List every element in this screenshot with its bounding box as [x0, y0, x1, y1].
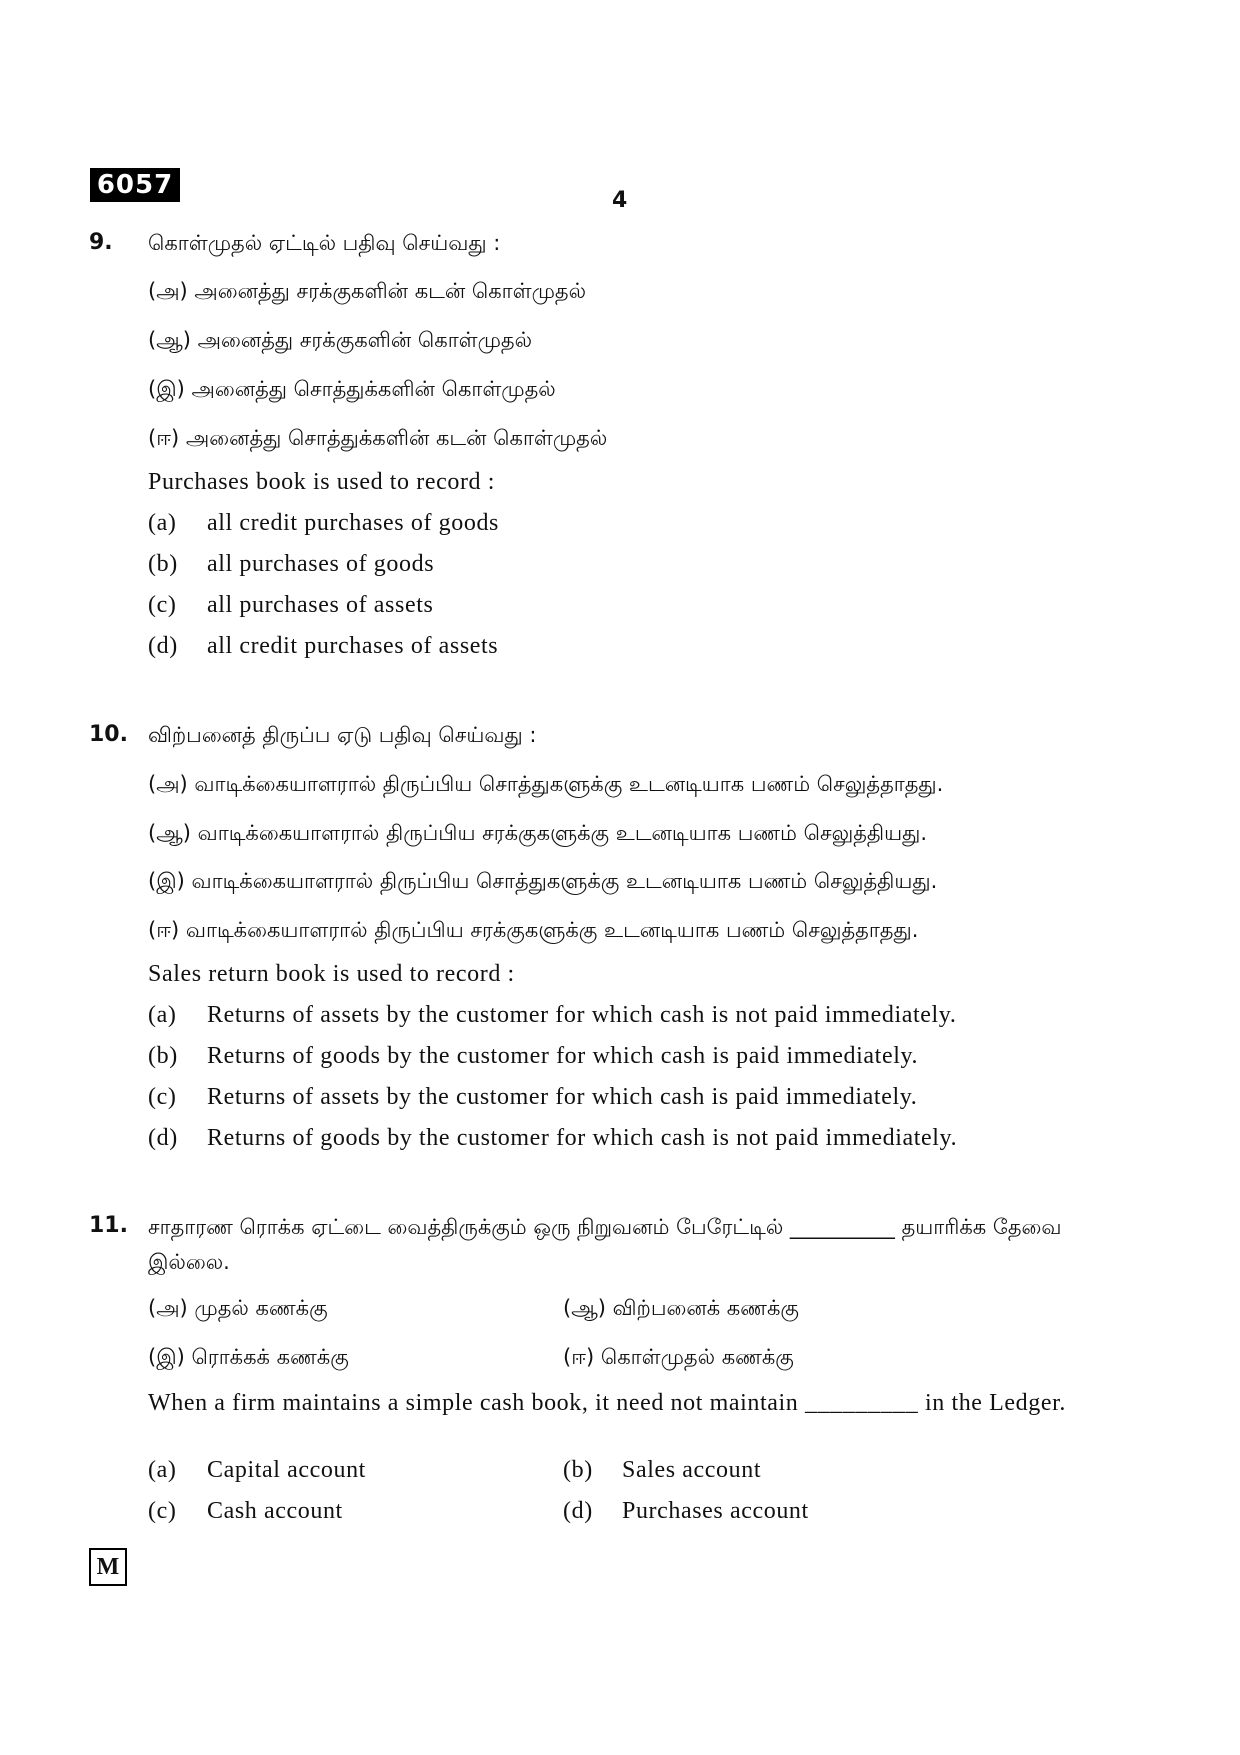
option-label: (d) — [148, 1125, 178, 1151]
option-label: (ஆ) — [563, 1296, 606, 1320]
question-9-tamil-option — [148, 279, 586, 306]
option-label: (b) — [563, 1457, 593, 1483]
option-label: (ஈ) — [148, 918, 180, 942]
option-text: Returns of goods by the customer for which cash is paid immediately. — [207, 1043, 919, 1069]
option-text: all credit purchases of goods — [207, 510, 499, 536]
question-11-number: 11. — [89, 1213, 128, 1238]
question-11-tamil-option — [563, 1345, 794, 1372]
option-label: (ஆ) — [148, 328, 191, 352]
question-11-tamil-stem: சாதாரண ரொக்க ஏட்டை வைத்திருக்கும் ஒரு நிறுவனம் பேரேட்டில் __________ தயாரிக்க தேவை இல்லை. — [148, 1215, 1062, 1274]
footer-m-marker: M — [89, 1548, 127, 1586]
option-text: Capital account — [207, 1457, 366, 1483]
option-label: (b) — [148, 551, 178, 577]
option-label: (c) — [148, 592, 177, 618]
question-10-tamil-option — [148, 918, 918, 945]
option-text: அனைத்து சரக்குகளின் கடன் கொள்முதல் — [194, 279, 587, 303]
option-text: விற்பனைக் கணக்கு — [612, 1296, 799, 1320]
question-10-tamil-option — [148, 869, 937, 896]
option-label: (a) — [148, 1457, 177, 1483]
option-label: (அ) — [148, 1296, 188, 1320]
option-text: Returns of assets by the customer for which cash is not paid immediately. — [207, 1002, 957, 1028]
option-text: Sales account — [622, 1457, 762, 1483]
option-label: (ஈ) — [563, 1345, 595, 1369]
option-label: (c) — [148, 1084, 177, 1110]
option-label: (அ) — [148, 279, 188, 303]
option-text: ரொக்கக் கணக்கு — [191, 1345, 349, 1369]
question-11-tamil-option — [148, 1296, 328, 1323]
option-label: (ஈ) — [148, 426, 180, 450]
option-text: கொள்முதல் கணக்கு — [600, 1345, 794, 1369]
question-11-english-stem: When a firm maintains a simple cash book, it need not maintain _________ in the Ledger. — [148, 1390, 1066, 1416]
option-label: (இ) — [148, 377, 185, 401]
option-text: Purchases account — [622, 1498, 809, 1524]
question-10-english-stem: Sales return book is used to record : — [148, 961, 515, 987]
question-11-tamil-option — [563, 1296, 799, 1323]
question-10-tamil-stem: விற்பனைத் திருப்ப ஏடு பதிவு செய்வது : — [148, 723, 537, 747]
option-text: Returns of assets by the customer for which cash is paid immediately. — [207, 1084, 918, 1110]
option-text: வாடிக்கையாளரால் திருப்பிய சரக்குகளுக்கு உடனடியாக பணம் செலுத்தாதது. — [185, 918, 919, 942]
option-text: all purchases of assets — [207, 592, 434, 618]
question-10-tamil-option — [148, 821, 927, 848]
option-label: (a) — [148, 510, 177, 536]
option-label: (d) — [563, 1498, 593, 1524]
question-11-tamil-option — [148, 1345, 349, 1372]
option-label: (இ) — [148, 869, 185, 893]
option-text: அனைத்து சொத்துக்களின் கடன் கொள்முதல் — [185, 426, 608, 450]
option-label: (a) — [148, 1002, 177, 1028]
option-label: (இ) — [148, 1345, 185, 1369]
option-text: முதல் கணக்கு — [194, 1296, 328, 1320]
question-9-tamil-stem: கொள்முதல் ஏட்டில் பதிவு செய்வது : — [148, 231, 501, 255]
option-text: all credit purchases of assets — [207, 633, 499, 659]
option-label: (ஆ) — [148, 821, 191, 845]
option-text: Cash account — [207, 1498, 343, 1524]
option-text: Returns of goods by the customer for which cash is not paid immediately. — [207, 1125, 958, 1151]
question-9-english-stem: Purchases book is used to record : — [148, 469, 496, 495]
option-text: வாடிக்கையாளரால் திருப்பிய சரக்குகளுக்கு உடனடியாக பணம் செலுத்தியது. — [197, 821, 928, 845]
page-number: 4 — [612, 188, 628, 213]
question-9-tamil-option — [148, 377, 556, 404]
option-text: வாடிக்கையாளரால் திருப்பிய சொத்துகளுக்கு உடனடியாக பணம் செலுத்தியது. — [191, 869, 938, 893]
question-9-tamil-option — [148, 328, 532, 355]
question-10-number: 10. — [89, 722, 128, 747]
option-text: அனைத்து சொத்துக்களின் கொள்முதல் — [191, 377, 556, 401]
option-label: (c) — [148, 1498, 177, 1524]
option-text: all purchases of goods — [207, 551, 435, 577]
option-label: (d) — [148, 633, 178, 659]
paper-code-badge: 6057 — [90, 168, 180, 202]
option-text: வாடிக்கையாளரால் திருப்பிய சொத்துகளுக்கு உடனடியாக பணம் செலுத்தாதது. — [194, 772, 944, 796]
option-label: (b) — [148, 1043, 178, 1069]
question-10-tamil-option — [148, 772, 943, 799]
option-label: (அ) — [148, 772, 188, 796]
question-9-number: 9. — [89, 230, 113, 255]
question-9-tamil-option — [148, 426, 607, 453]
option-text: அனைத்து சரக்குகளின் கொள்முதல் — [197, 328, 533, 352]
